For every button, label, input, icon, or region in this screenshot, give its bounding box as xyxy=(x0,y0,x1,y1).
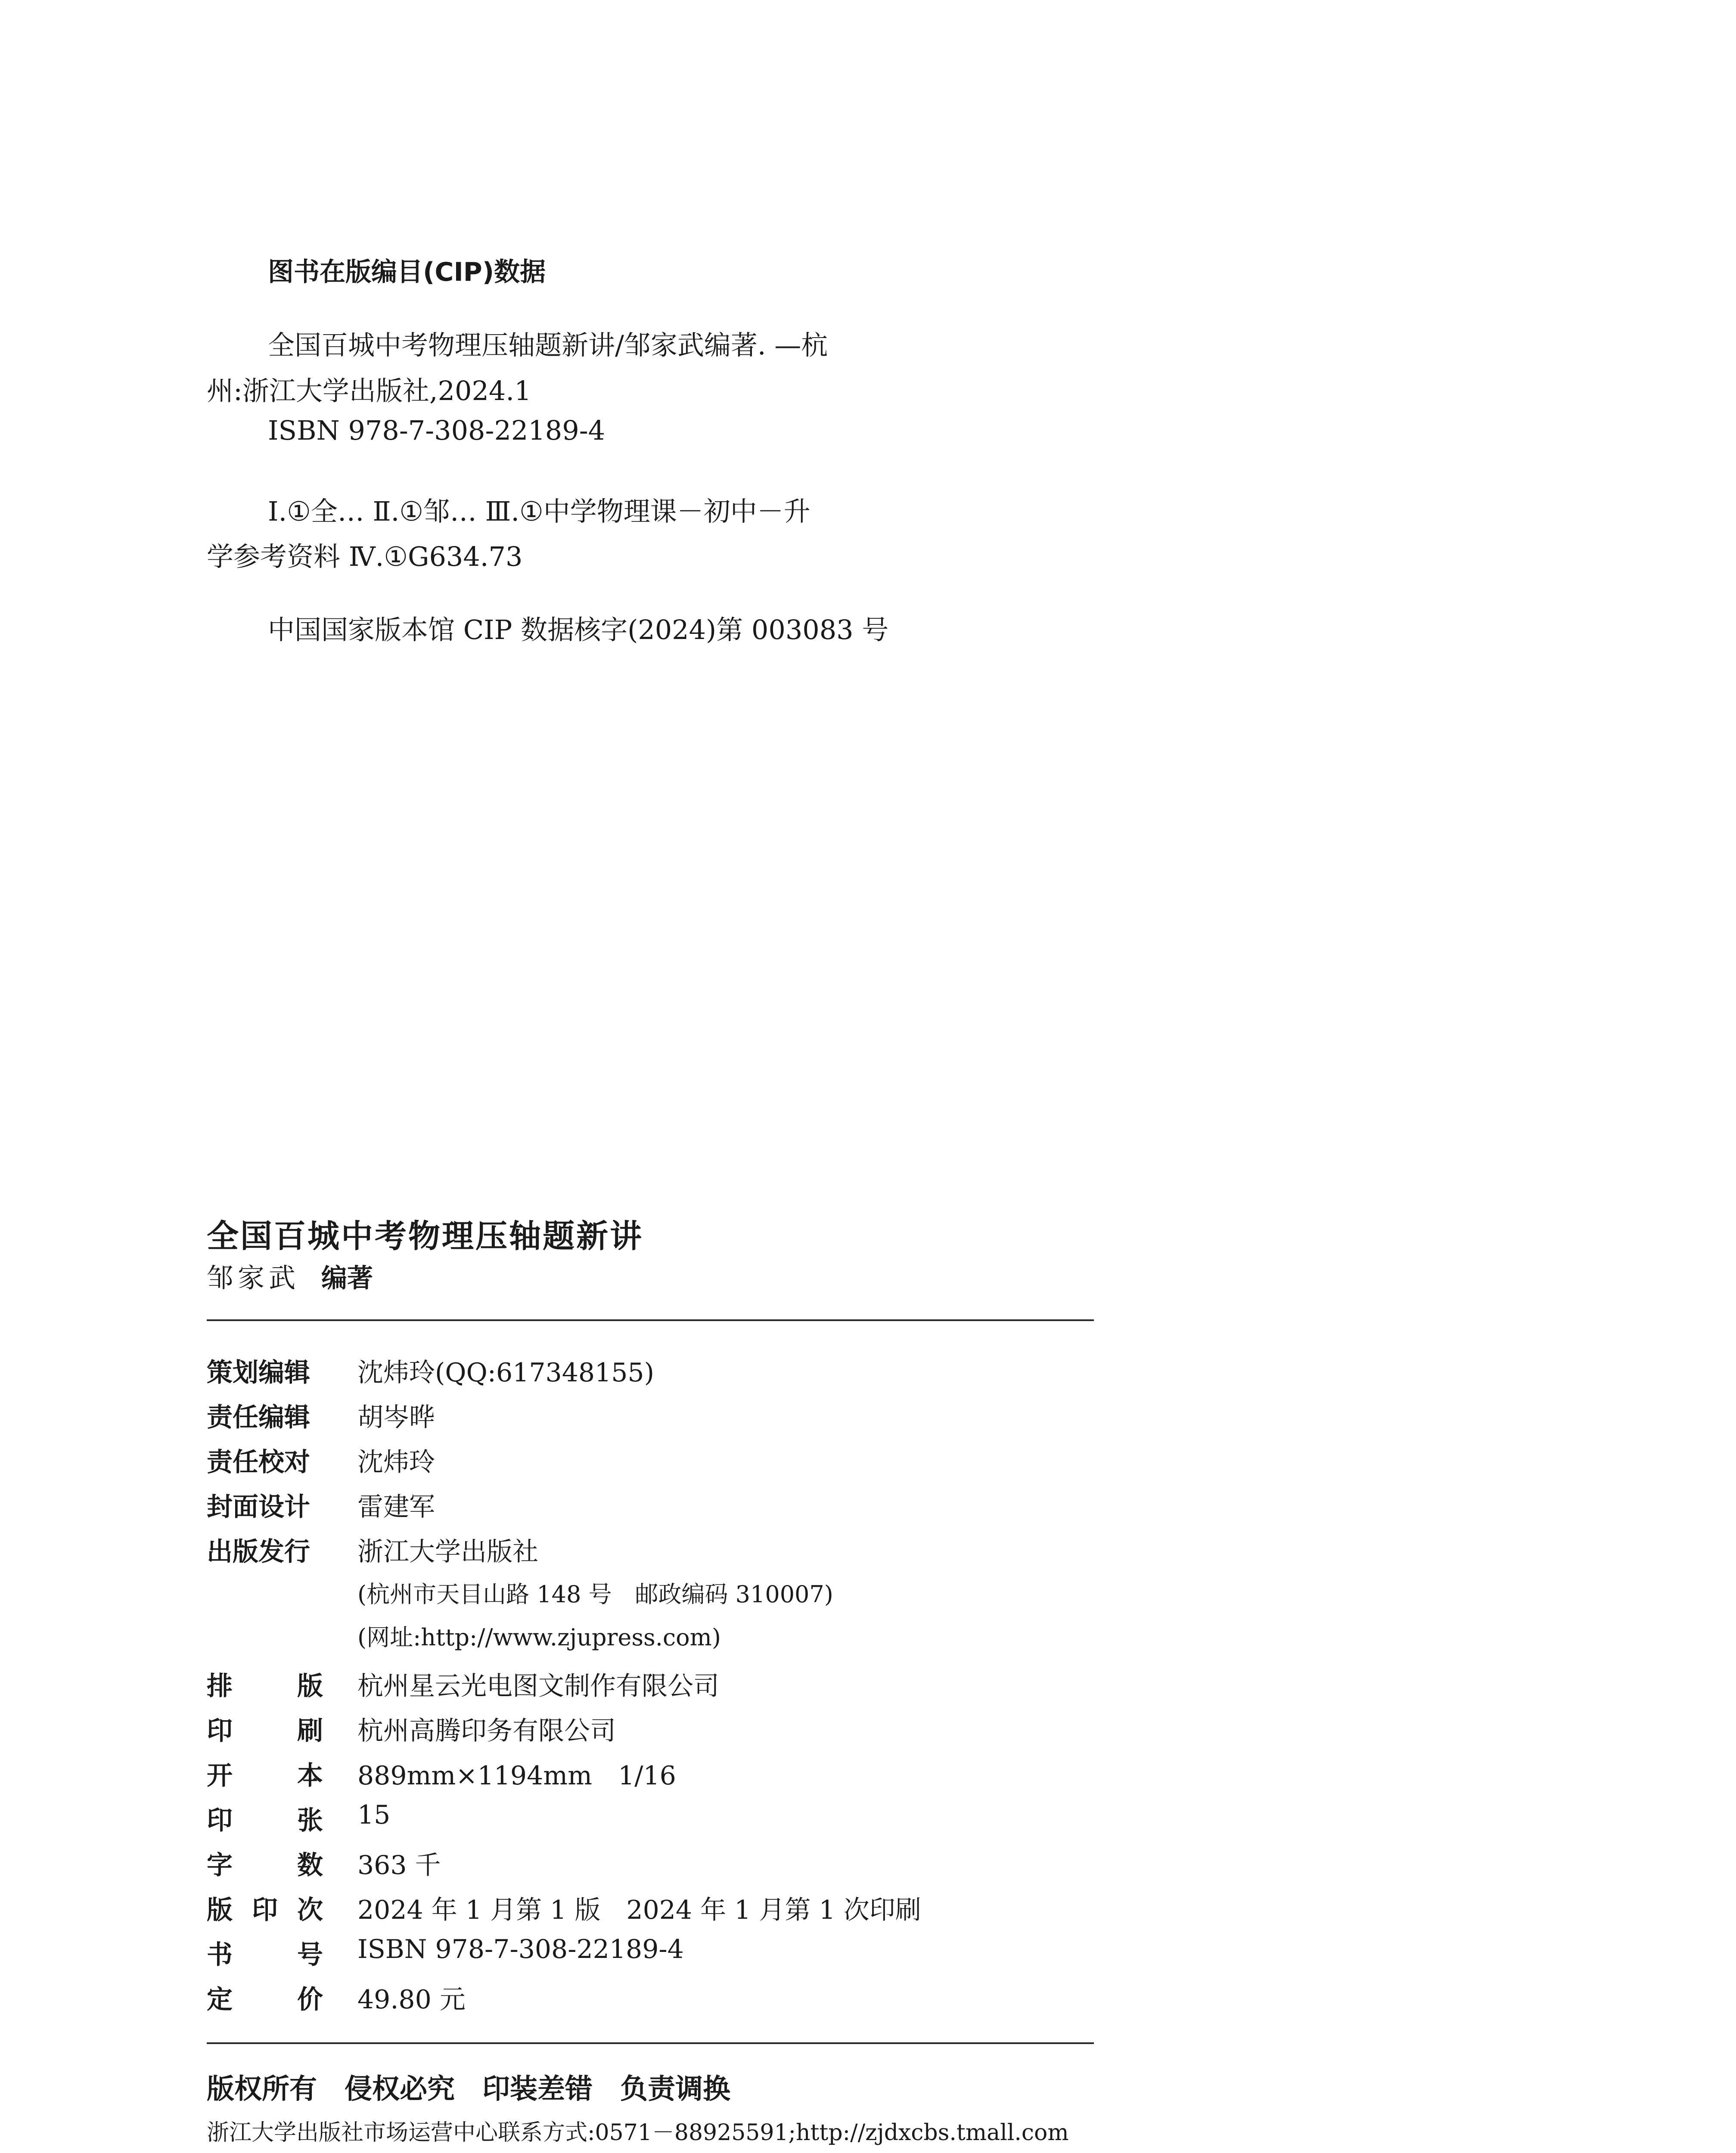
label-format-char-2: 本 xyxy=(297,1761,323,1791)
label-isbn-char-2: 号 xyxy=(297,1940,323,1970)
value-price: 49.80 元 xyxy=(357,1985,466,2015)
label-edition-char-1: 版 xyxy=(207,1895,233,1925)
label-edition xyxy=(207,1889,323,1927)
value-sheets: 15 xyxy=(357,1800,391,1830)
label-typesetting xyxy=(207,1666,323,1703)
contact-info: 浙江大学出版社市场运营中心联系方式:0571－88925591;http://zjdxcbs.tmall.com xyxy=(207,2120,1069,2146)
value-typesetting: 杭州星云光电图文制作有限公司 xyxy=(357,1671,719,1701)
label-edition-char-2: 印 xyxy=(252,1895,278,1925)
cip-line-3: ISBN 978-7-308-22189-4 xyxy=(268,415,606,446)
label-cover-design: 封面设计 xyxy=(207,1492,310,1522)
label-sheets xyxy=(207,1800,323,1837)
value-word-count: 363 千 xyxy=(357,1850,441,1880)
value-responsible-editor: 胡岑晔 xyxy=(357,1402,435,1433)
value-printing: 杭州高腾印务有限公司 xyxy=(357,1716,616,1746)
label-sheets-char-2: 张 xyxy=(297,1806,323,1836)
label-format xyxy=(207,1755,323,1792)
author-name: 邹家武 xyxy=(207,1262,300,1294)
author-role: 编著 xyxy=(321,1263,373,1294)
value-publisher: 浙江大学出版社 xyxy=(357,1537,538,1567)
value-planning-editor: 沈炜玲(QQ:617348155) xyxy=(357,1358,654,1388)
label-price xyxy=(207,1979,323,2016)
publisher-website: (网址:http://www.zjupress.com) xyxy=(357,1624,721,1651)
value-isbn: ISBN 978-7-308-22189-4 xyxy=(357,1934,684,1964)
divider-bottom xyxy=(207,2042,1094,2044)
cip-line-1: 全国百城中考物理压轴题新讲/邹家武编著. —杭 xyxy=(268,329,828,361)
label-price-char-1: 定 xyxy=(207,1985,233,2015)
cip-heading: 图书在版编目(CIP)数据 xyxy=(268,257,546,287)
label-word-count-char-2: 数 xyxy=(297,1850,323,1880)
label-edition-char-3: 次 xyxy=(297,1895,323,1925)
label-printing-char-1: 印 xyxy=(207,1716,233,1746)
rights-notice: 版权所有 侵权必究 印装差错 负责调换 xyxy=(207,2073,730,2105)
value-format: 889mm×1194mm 1/16 xyxy=(357,1761,676,1791)
label-price-char-2: 价 xyxy=(297,1985,323,2015)
cip-line-6: 中国国家版本馆 CIP 数据核字(2024)第 003083 号 xyxy=(268,614,889,645)
label-sheets-char-1: 印 xyxy=(207,1806,233,1836)
divider-top xyxy=(207,1319,1094,1321)
value-proofreader: 沈炜玲 xyxy=(357,1447,435,1477)
cip-line-5: 学参考资料 Ⅳ.①G634.73 xyxy=(207,541,523,572)
cip-line-2: 州:浙江大学出版社,2024.1 xyxy=(207,375,531,406)
book-title: 全国百城中考物理压轴题新讲 xyxy=(207,1218,643,1255)
label-word-count-char-1: 字 xyxy=(207,1850,233,1880)
author-line xyxy=(207,1256,373,1295)
value-edition: 2024 年 1 月第 1 版 2024 年 1 月第 1 次印刷 xyxy=(357,1895,921,1925)
label-publisher: 出版发行 xyxy=(207,1537,310,1567)
label-isbn xyxy=(207,1934,323,1971)
label-planning-editor: 策划编辑 xyxy=(207,1358,310,1388)
label-typesetting-char-2: 版 xyxy=(297,1671,323,1701)
label-printing-char-2: 刷 xyxy=(297,1716,323,1746)
label-proofreader: 责任校对 xyxy=(207,1447,310,1477)
value-cover-design: 雷建军 xyxy=(357,1492,435,1522)
label-format-char-1: 开 xyxy=(207,1761,233,1791)
label-isbn-char-1: 书 xyxy=(207,1940,233,1970)
label-word-count xyxy=(207,1845,323,1882)
cip-line-4: Ⅰ.①全… Ⅱ.①邹… Ⅲ.①中学物理课－初中－升 xyxy=(268,496,811,527)
publisher-address: (杭州市天目山路 148 号 邮政编码 310007) xyxy=(357,1581,833,1608)
label-responsible-editor: 责任编辑 xyxy=(207,1402,310,1433)
label-printing xyxy=(207,1710,323,1747)
label-typesetting-char-1: 排 xyxy=(207,1671,233,1701)
